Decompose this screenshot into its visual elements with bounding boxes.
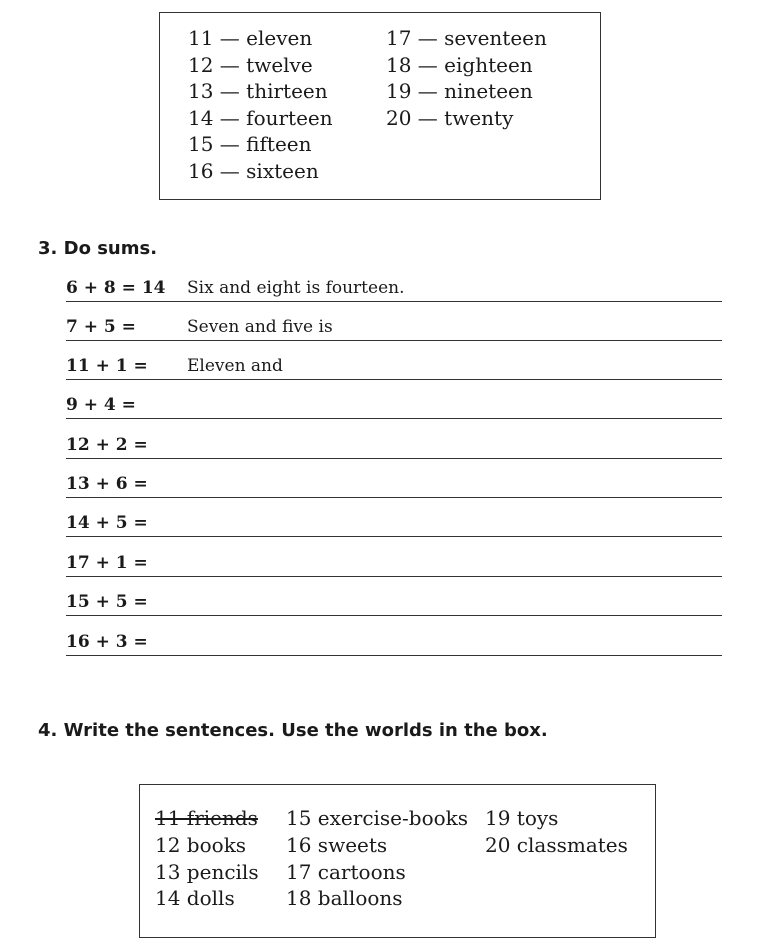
- word-item: 16 sweets: [286, 832, 388, 857]
- sum-answer: Eleven and: [187, 356, 283, 376]
- number-words-box: [159, 12, 601, 200]
- sum-row: [66, 499, 722, 537]
- number-word: 20 — twenty: [386, 105, 514, 130]
- sum-row: [66, 264, 722, 302]
- sum-equation: 11 + 1 =: [66, 356, 148, 376]
- sum-equation: 14 + 5 =: [66, 513, 148, 533]
- sum-answer: Six and eight is fourteen.: [187, 278, 405, 298]
- word-column: [485, 805, 628, 859]
- writing-line: [66, 655, 722, 656]
- sum-answer: Seven and five is: [187, 317, 333, 337]
- number-word: 13 — thirteen: [188, 79, 328, 104]
- word-item: 13 pencils: [155, 859, 259, 884]
- exercise-4-heading: 4. Write the sentences. Use the worlds in the box.: [38, 720, 548, 741]
- sum-equation: 12 + 2 =: [66, 435, 148, 455]
- number-word: 16 — sixteen: [188, 158, 319, 183]
- sum-row: [66, 381, 722, 419]
- sum-row: [66, 303, 722, 341]
- number-word: 17 — seventeen: [386, 26, 547, 50]
- word-column: [286, 805, 468, 912]
- sum-row: [66, 618, 722, 656]
- number-word: 12 — twelve: [188, 52, 313, 77]
- writing-line: [66, 301, 722, 302]
- word-box: [139, 784, 656, 938]
- number-words-left-column: [188, 25, 333, 185]
- sum-equation: 9 + 4 =: [66, 395, 136, 415]
- writing-line: [66, 615, 722, 616]
- word-item: 15 exercise-books: [286, 806, 469, 830]
- sum-row: [66, 342, 722, 380]
- writing-line: [66, 379, 722, 380]
- sum-equation: 7 + 5 =: [66, 317, 136, 337]
- word-item-struck: 11 friends: [155, 806, 258, 830]
- word-item: 17 cartoons: [286, 859, 406, 884]
- number-word: 19 — nineteen: [386, 79, 533, 104]
- word-item: 18 balloons: [286, 886, 403, 911]
- exercise-3-heading: 3. Do sums.: [38, 238, 158, 259]
- writing-line: [66, 576, 722, 577]
- writing-line: [66, 536, 722, 537]
- writing-line: [66, 497, 722, 498]
- sum-equation: 15 + 5 =: [66, 592, 148, 612]
- number-word: 15 — fifteen: [188, 132, 312, 157]
- sum-row: [66, 578, 722, 616]
- writing-line: [66, 340, 722, 341]
- sum-row: [66, 460, 722, 498]
- sum-row: [66, 539, 722, 577]
- word-column: [155, 805, 259, 912]
- number-word: 11 — eleven: [188, 26, 313, 50]
- number-word: 18 — eighteen: [386, 52, 533, 77]
- number-word: 14 — fourteen: [188, 105, 333, 130]
- word-item: 19 toys: [485, 806, 559, 830]
- sum-equation: 17 + 1 =: [66, 553, 148, 573]
- word-item: 12 books: [155, 832, 247, 857]
- word-item: 20 classmates: [485, 832, 628, 857]
- number-words-right-column: [386, 25, 547, 131]
- word-item: 14 dolls: [155, 886, 235, 911]
- sum-equation: 6 + 8 = 14: [66, 278, 166, 298]
- sum-equation: 16 + 3 =: [66, 632, 148, 652]
- sum-row: [66, 421, 722, 459]
- sum-equation: 13 + 6 =: [66, 474, 148, 494]
- writing-line: [66, 418, 722, 419]
- writing-line: [66, 458, 722, 459]
